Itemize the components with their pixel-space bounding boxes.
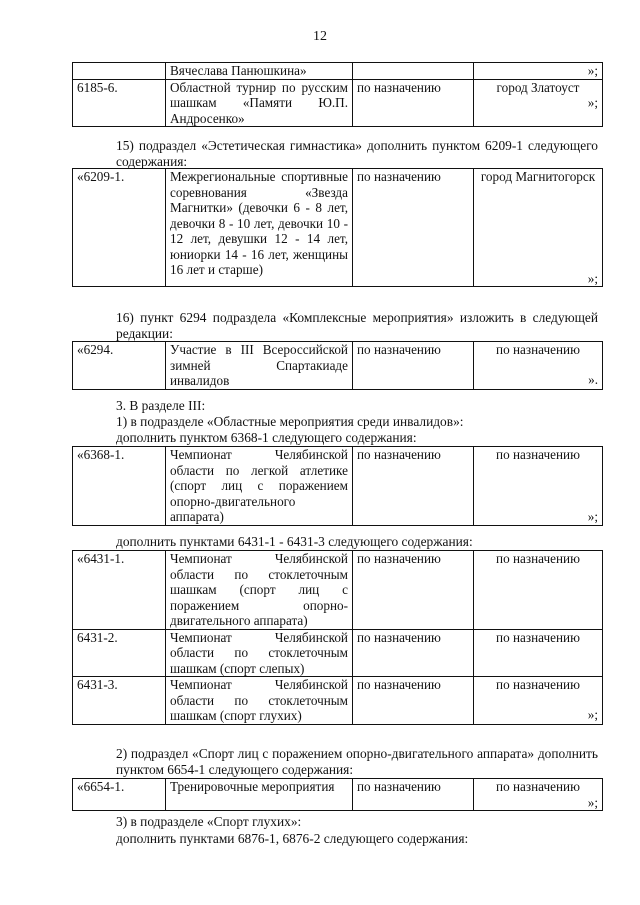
table-6654-1 <box>72 778 603 811</box>
place-cell <box>474 63 603 80</box>
name-cell <box>166 447 353 526</box>
order-cell: по назначению <box>353 447 474 526</box>
name-cell <box>166 779 353 811</box>
table-6368-1 <box>72 446 603 526</box>
place-cell: по назначению <box>474 629 603 677</box>
event-name: Чемпионат Челябинской области по стоклеточным шашкам (спорт слепых) <box>170 629 348 676</box>
event-name: Вячеслава Панюшкина» <box>170 63 307 78</box>
table-row <box>73 551 603 630</box>
place-text: город Златоуст <box>496 79 580 95</box>
place-text: по назначению <box>496 447 580 462</box>
name-cell <box>166 629 353 677</box>
order-cell: по назначению <box>353 629 474 677</box>
place-text: по назначению <box>496 342 580 357</box>
name-cell <box>166 63 353 80</box>
table-row <box>73 169 603 287</box>
paragraph: 2) подраздел «Спорт лиц с поражением опорно-двигательного аппарата» дополнить пунктом 6654-1 следующего содержания: <box>116 746 598 777</box>
event-name: Областной турнир по русским шашкам «Памяти Ю.П. Андросенко» <box>170 79 348 126</box>
event-name: Межрегиональные спортивные соревнования «Звезда Магнитки» (девочки 6 - 8 лет, девочки 8 - 10 лет, девочки 10 - 12 лет, девушки 12 - 14 лет, юниорки 14 - 16 лет, женщины 16 лет и старше) <box>170 169 348 277</box>
closing-mark: »; <box>587 270 598 286</box>
paragraph: 1) в подразделе «Областные мероприятия среди инвалидов»: <box>116 414 464 429</box>
event-name: Участие в III Всероссийской зимней Спартакиаде инвалидов <box>170 342 348 388</box>
page-number: 12 <box>313 29 327 44</box>
closing-mark: »; <box>587 706 598 722</box>
table-6431 <box>72 550 603 725</box>
place-text: город Магнитогорск <box>480 169 596 184</box>
table-row <box>73 629 603 677</box>
table-row <box>73 447 603 526</box>
closing-mark: »; <box>587 508 598 524</box>
place-cell <box>474 169 603 287</box>
closing-mark: »; <box>587 63 598 78</box>
paragraph: 15) подраздел «Эстетическая гимнастика» дополнить пунктом 6209-1 следующего содержания: <box>116 138 598 169</box>
paragraph: 3. В разделе III: <box>116 398 206 413</box>
paragraph: дополнить пунктами 6876-1, 6876-2 следующего содержания: <box>116 831 469 846</box>
table-6209-1 <box>72 168 603 287</box>
table-row <box>73 677 603 725</box>
number-cell: «6209-1. <box>73 169 166 287</box>
order-cell: по назначению <box>353 342 474 390</box>
paragraph: 16) пункт 6294 подраздела «Комплексные мероприятия» изложить в следующей редакции: <box>116 310 598 341</box>
order-cell <box>353 63 474 80</box>
name-cell <box>166 551 353 630</box>
closing-mark: »; <box>587 95 598 110</box>
order-cell: по назначению <box>353 169 474 287</box>
place-cell: по назначению <box>474 551 603 630</box>
paragraph: дополнить пунктами 6431-1 - 6431-3 следующего содержания: <box>116 534 473 549</box>
event-name: Чемпионат Челябинской области по легкой атлетике (спорт лиц с поражением опорно-двигательного аппарата) <box>170 447 348 524</box>
table-row <box>73 342 603 390</box>
order-cell: по назначению <box>353 79 474 127</box>
place-cell <box>474 779 603 811</box>
table-6294 <box>72 341 603 390</box>
name-cell <box>166 79 353 127</box>
order-cell: по назначению <box>353 677 474 725</box>
order-cell: по назначению <box>353 779 474 811</box>
place-cell <box>474 79 603 127</box>
number-cell: 6431-2. <box>73 629 166 677</box>
table-row <box>73 779 603 811</box>
number-cell: 6185-6. <box>73 79 166 127</box>
number-cell: «6431-1. <box>73 551 166 630</box>
event-name: Тренировочные мероприятия <box>170 779 335 794</box>
name-cell <box>166 677 353 725</box>
name-cell <box>166 342 353 390</box>
paragraph: 3) в подразделе «Спорт глухих»: <box>116 814 302 829</box>
name-cell <box>166 169 353 287</box>
table-row <box>73 79 603 127</box>
place-cell <box>474 677 603 725</box>
place-text: по назначению <box>496 677 580 692</box>
place-cell <box>474 447 603 526</box>
number-cell: «6294. <box>73 342 166 390</box>
place-text: по назначению <box>496 779 580 794</box>
number-cell: «6368-1. <box>73 447 166 526</box>
number-cell: «6654-1. <box>73 779 166 811</box>
number-cell: 6431-3. <box>73 677 166 725</box>
closing-mark: ». <box>588 371 598 387</box>
table-row <box>73 63 603 80</box>
event-name: Чемпионат Челябинской области по стоклеточным шашкам (спорт глухих) <box>170 677 348 723</box>
paragraph: дополнить пунктом 6368-1 следующего содержания: <box>116 430 417 445</box>
place-cell <box>474 342 603 390</box>
number-cell <box>73 63 166 80</box>
closing-mark: »; <box>587 794 598 810</box>
order-cell: по назначению <box>353 551 474 630</box>
table-6185 <box>72 62 603 127</box>
event-name: Чемпионат Челябинской области по стоклеточным шашкам (спорт лиц с поражением опорно-двигательного аппарата) <box>170 551 348 628</box>
